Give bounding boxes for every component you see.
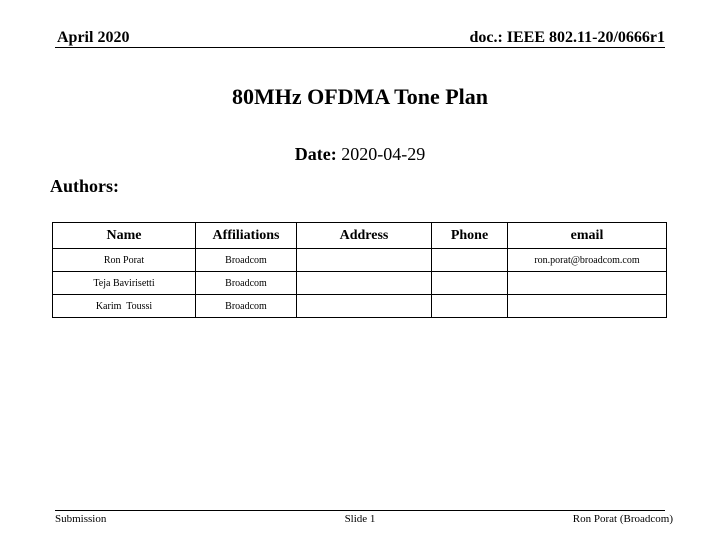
author-name-cell: Ron Porat — [53, 249, 196, 272]
author-email-cell: ron.porat@broadcom.com — [508, 249, 667, 272]
date-label: Date: — [294, 144, 337, 164]
table-row — [53, 249, 667, 272]
date-line — [0, 142, 720, 166]
footer-slide-number: Slide 1 — [344, 513, 376, 525]
footer-author: Ron Porat (Broadcom) — [572, 513, 673, 525]
table-row — [53, 295, 667, 318]
column-header-name: Name — [53, 223, 196, 249]
author-phone-cell — [432, 249, 508, 272]
author-affiliation-cell: Broadcom — [196, 295, 297, 318]
footer-submission: Submission — [55, 513, 107, 525]
author-name-cell: Karim Toussi — [53, 295, 196, 318]
header-divider — [55, 47, 665, 48]
slide-title: 80MHz OFDMA Tone Plan — [231, 84, 489, 109]
author-email-cell — [508, 272, 667, 295]
column-header-email: email — [508, 223, 667, 249]
author-affiliation-cell: Broadcom — [196, 272, 297, 295]
footer-divider — [55, 510, 665, 511]
author-address-cell — [297, 272, 432, 295]
author-phone-cell — [432, 295, 508, 318]
author-name-cell: Teja Bavirisetti — [53, 272, 196, 295]
column-header-phone: Phone — [432, 223, 508, 249]
author-email-cell — [508, 295, 667, 318]
header-date: April 2020 — [57, 29, 130, 46]
author-address-cell — [297, 295, 432, 318]
date-value: 2020-04-29 — [341, 144, 426, 164]
header-doc-id: doc.: IEEE 802.11-20/0666r1 — [469, 29, 665, 46]
table-header-row — [53, 223, 667, 249]
authors-heading: Authors: — [50, 176, 120, 196]
column-header-affiliations: Affiliations — [196, 223, 297, 249]
column-header-address: Address — [297, 223, 432, 249]
author-affiliation-cell: Broadcom — [196, 249, 297, 272]
authors-table — [52, 222, 667, 318]
author-address-cell — [297, 249, 432, 272]
table-row — [53, 272, 667, 295]
author-phone-cell — [432, 272, 508, 295]
